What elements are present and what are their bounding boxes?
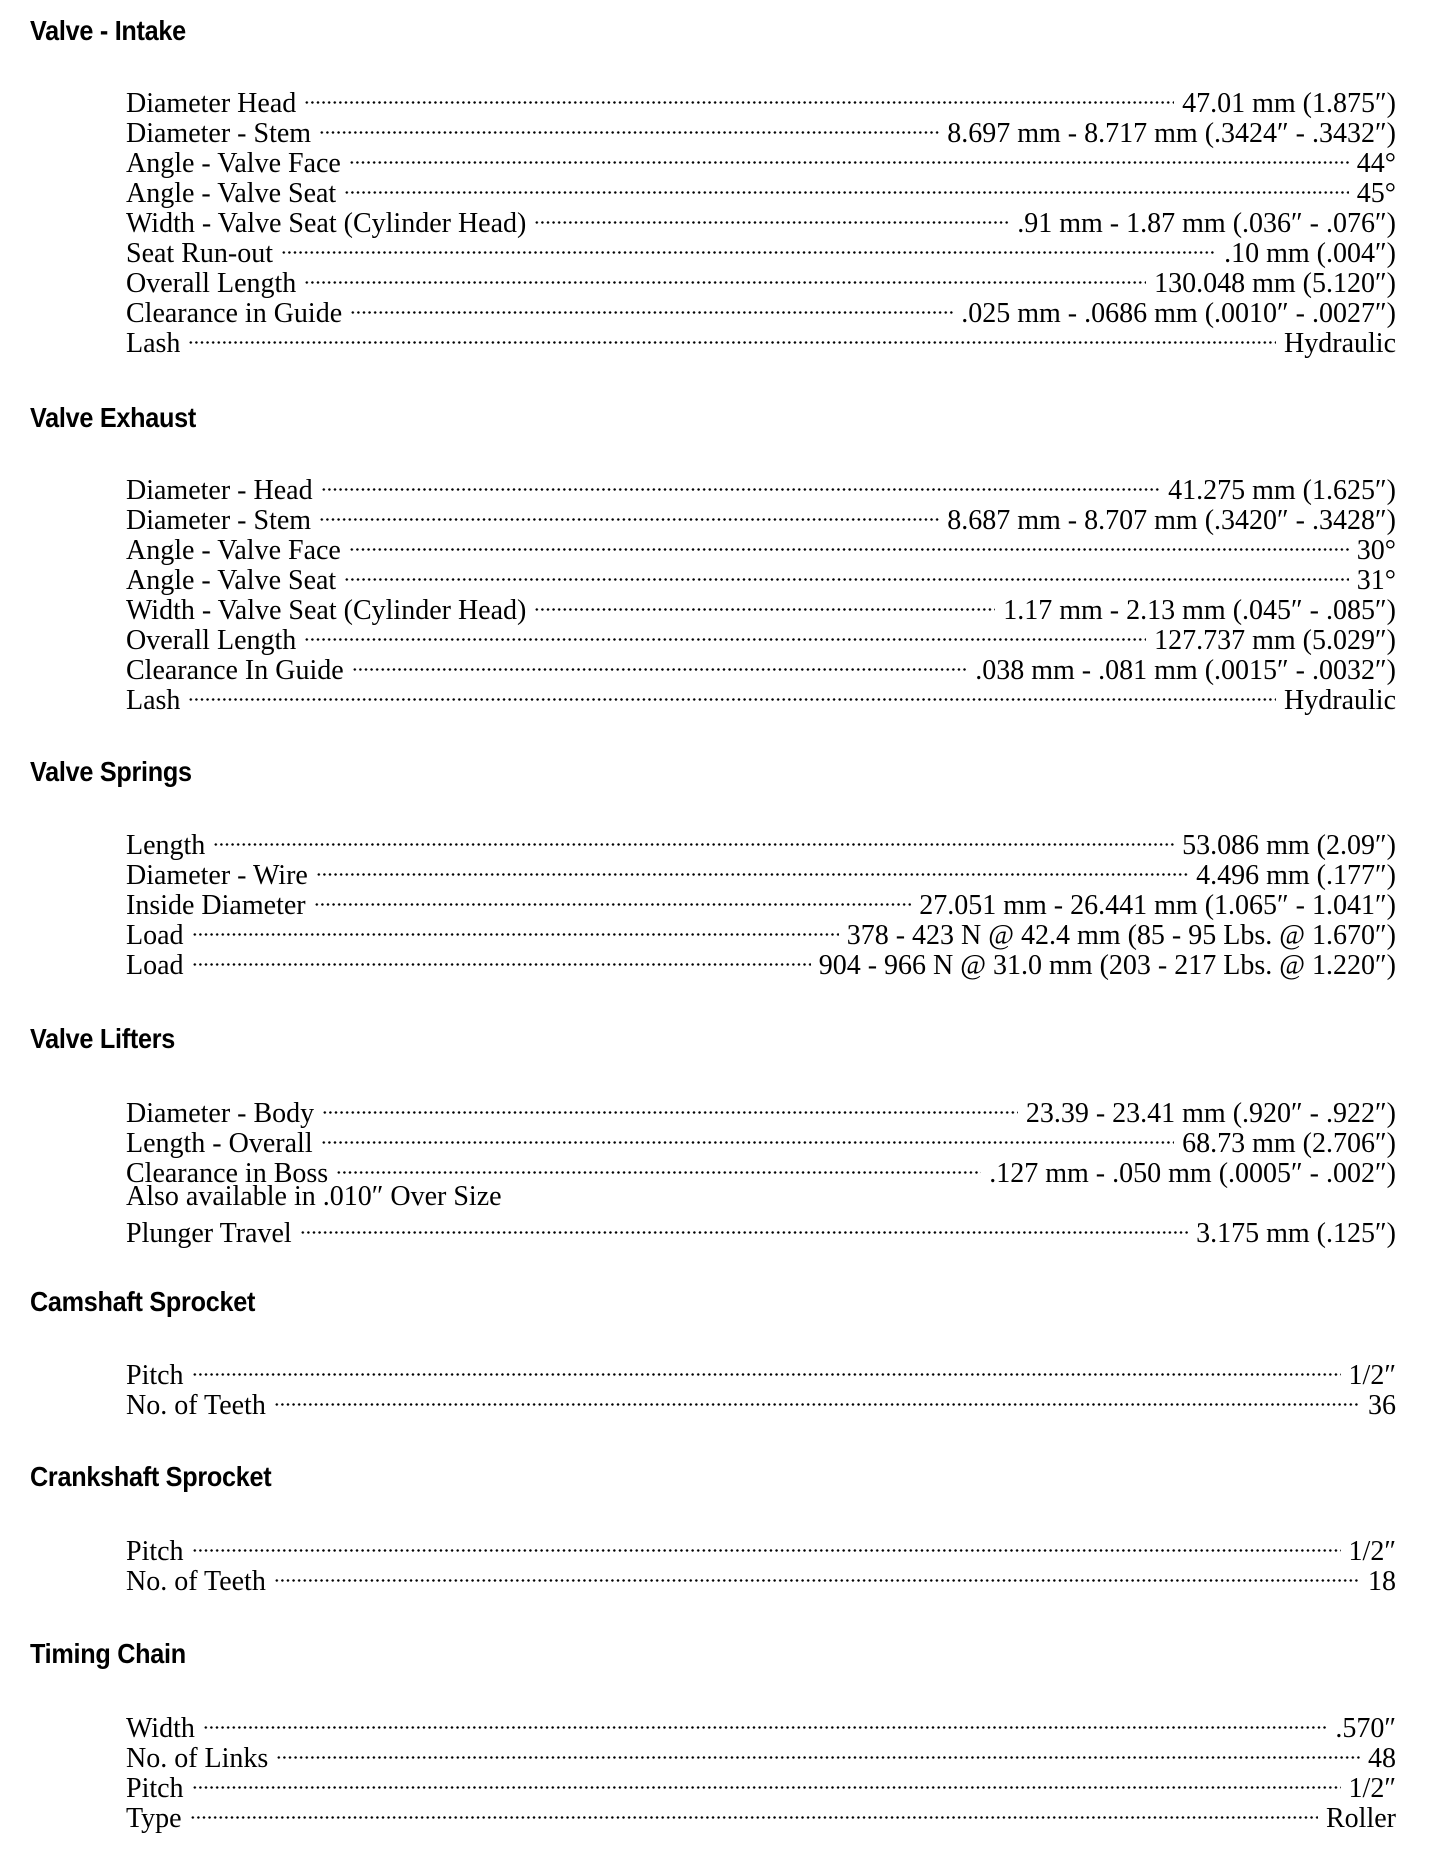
note-text: Also available in .010″ Over Size <box>126 1181 502 1212</box>
dot-leader <box>281 232 1216 262</box>
spec-row <box>126 1560 1396 1597</box>
section-heading: Camshaft Sprocket <box>30 1286 256 1317</box>
spec-value: 53.086 mm (2.09″) <box>1182 830 1396 861</box>
spec-label: Load <box>126 950 184 981</box>
spec-label: Angle - Valve Face <box>126 535 341 566</box>
spec-row <box>126 469 1396 506</box>
spec-value: .038 mm - .081 mm (.0015″ - .0032″) <box>975 655 1396 686</box>
spec-label: No. of Links <box>126 1743 269 1774</box>
spec-label: Lash <box>126 328 181 359</box>
spec-label: Width - Valve Seat (Cylinder Head) <box>126 595 527 626</box>
dot-leader <box>336 1152 981 1182</box>
spec-value: 47.01 mm (1.875″) <box>1182 88 1396 119</box>
spec-label: Angle - Valve Face <box>126 148 341 179</box>
spec-label: Pitch <box>126 1360 184 1391</box>
spec-label: Width - Valve Seat (Cylinder Head) <box>126 208 527 239</box>
dot-leader <box>534 589 995 619</box>
section-heading: Valve Exhaust <box>30 402 196 433</box>
spec-value: 45° <box>1356 178 1396 209</box>
spec-label: No. of Teeth <box>126 1390 266 1421</box>
dot-leader <box>188 322 1276 352</box>
spec-value: 127.737 mm (5.029″) <box>1154 625 1396 656</box>
section-heading: Timing Chain <box>30 1638 186 1669</box>
spec-value: 48 <box>1368 1743 1396 1774</box>
spec-row <box>126 1384 1396 1421</box>
spec-value: 378 - 423 N @ 42.4 mm (85 - 95 Lbs. @ 1.670″) <box>846 920 1396 951</box>
spec-list <box>126 1530 1396 1597</box>
spec-value: .025 mm - .0686 mm (.0010″ - .0027″) <box>961 298 1396 329</box>
spec-label: Diameter - Wire <box>126 860 308 891</box>
dot-leader <box>300 1212 1188 1242</box>
spec-row <box>126 1212 1396 1249</box>
spec-label: Diameter - Stem <box>126 505 312 536</box>
spec-label: Angle - Valve Seat <box>126 565 337 596</box>
dot-leader <box>192 1354 1341 1384</box>
spec-value: 1.17 mm - 2.13 mm (.045″ - .085″) <box>1003 595 1396 626</box>
section-heading: Valve Springs <box>30 756 192 787</box>
spec-value: .570″ <box>1335 1713 1396 1744</box>
spec-label: Overall Length <box>126 625 297 656</box>
spec-label: Type <box>126 1803 182 1834</box>
spec-value: 8.687 mm - 8.707 mm (.3420″ - .3428″) <box>947 505 1396 536</box>
spec-list <box>126 1707 1396 1834</box>
spec-list <box>126 824 1396 981</box>
spec-list <box>126 1092 1396 1249</box>
spec-label: Angle - Valve Seat <box>126 178 337 209</box>
spec-value: 31° <box>1356 565 1396 596</box>
spec-value: Roller <box>1326 1803 1396 1834</box>
dot-leader <box>274 1560 1360 1590</box>
dot-leader <box>276 1737 1360 1767</box>
spec-value: 36 <box>1368 1390 1396 1421</box>
spec-row <box>126 1767 1396 1804</box>
dot-leader <box>304 82 1174 112</box>
dot-leader <box>213 824 1174 854</box>
dot-leader <box>192 914 839 944</box>
spec-row <box>126 1354 1396 1391</box>
spec-value: 4.496 mm (.177″) <box>1196 860 1396 891</box>
dot-leader <box>352 649 968 679</box>
spec-row <box>126 1737 1396 1774</box>
spec-value: .10 mm (.004″) <box>1224 238 1396 269</box>
dot-leader <box>304 262 1146 292</box>
spec-value: 27.051 mm - 26.441 mm (1.065″ - 1.041″) <box>919 890 1396 921</box>
spec-value: 23.39 - 23.41 mm (.920″ - .922″) <box>1025 1098 1396 1129</box>
dot-leader <box>316 854 1188 884</box>
spec-value: Hydraulic <box>1284 685 1396 716</box>
dot-leader <box>322 1092 1018 1122</box>
section-heading: Valve - Intake <box>30 15 186 46</box>
spec-row <box>126 679 1396 716</box>
dot-leader <box>203 1707 1327 1737</box>
spec-row <box>126 1092 1396 1129</box>
spec-label: Pitch <box>126 1536 184 1567</box>
dot-leader <box>319 112 939 142</box>
dot-leader <box>188 679 1276 709</box>
spec-value: 130.048 mm (5.120″) <box>1154 268 1396 299</box>
spec-label: Seat Run-out <box>126 238 273 269</box>
spec-row <box>126 824 1396 861</box>
spec-value: 1/2″ <box>1348 1773 1396 1804</box>
spec-value: 41.275 mm (1.625″) <box>1168 475 1396 506</box>
dot-leader <box>190 1797 1318 1827</box>
spec-label: Inside Diameter <box>126 890 306 921</box>
dot-leader <box>314 884 912 914</box>
spec-row <box>126 1707 1396 1744</box>
spec-label: Diameter - Head <box>126 475 313 506</box>
dot-leader <box>304 619 1146 649</box>
spec-value: Hydraulic <box>1284 328 1396 359</box>
spec-label: Diameter - Body <box>126 1098 315 1129</box>
dot-leader <box>344 559 1349 589</box>
spec-row <box>126 1797 1396 1834</box>
dot-leader <box>321 469 1161 499</box>
dot-leader <box>321 1122 1175 1152</box>
dot-leader <box>319 499 939 529</box>
spec-value: 1/2″ <box>1348 1360 1396 1391</box>
spec-label: Load <box>126 920 184 951</box>
spec-value: 1/2″ <box>1348 1536 1396 1567</box>
dot-leader <box>349 142 1349 172</box>
spec-value: 904 - 966 N @ 31.0 mm (203 - 217 Lbs. @ 1.220″) <box>818 950 1396 981</box>
spec-list <box>126 1354 1396 1421</box>
spec-value: 18 <box>1368 1566 1396 1597</box>
spec-row <box>126 262 1396 299</box>
spec-label: No. of Teeth <box>126 1566 266 1597</box>
dot-leader <box>349 529 1349 559</box>
spec-row <box>126 82 1396 119</box>
spec-value: 8.697 mm - 8.717 mm (.3424″ - .3432″) <box>947 118 1396 149</box>
dot-leader <box>534 202 1009 232</box>
spec-value: .91 mm - 1.87 mm (.036″ - .076″) <box>1017 208 1396 239</box>
dot-leader <box>274 1384 1360 1414</box>
spec-value: 68.73 mm (2.706″) <box>1182 1128 1396 1159</box>
spec-label: Width <box>126 1713 195 1744</box>
spec-row <box>126 322 1396 359</box>
spec-label: Diameter Head <box>126 88 297 119</box>
spec-list <box>126 469 1396 716</box>
spec-value: .127 mm - .050 mm (.0005″ - .002″) <box>989 1158 1396 1189</box>
spec-label: Clearance In Guide <box>126 655 344 686</box>
spec-label: Pitch <box>126 1773 184 1804</box>
dot-leader <box>192 944 811 974</box>
spec-list <box>126 82 1396 359</box>
section-heading: Crankshaft Sprocket <box>30 1461 272 1492</box>
section-heading: Valve Lifters <box>30 1023 175 1054</box>
spec-value: 30° <box>1356 535 1396 566</box>
spec-value: 44° <box>1356 148 1396 179</box>
spec-row <box>126 1530 1396 1567</box>
spec-label: Overall Length <box>126 268 297 299</box>
dot-leader <box>350 292 953 322</box>
dot-leader <box>192 1530 1341 1560</box>
spec-label: Diameter - Stem <box>126 118 312 149</box>
spec-label: Plunger Travel <box>126 1218 292 1249</box>
spec-value: 3.175 mm (.125″) <box>1196 1218 1396 1249</box>
spec-label: Lash <box>126 685 181 716</box>
spec-row <box>126 232 1396 269</box>
dot-leader <box>344 172 1349 202</box>
spec-label: Length <box>126 830 206 861</box>
spec-label: Length - Overall <box>126 1128 313 1159</box>
spec-label: Clearance in Boss <box>126 1158 329 1189</box>
spec-label: Clearance in Guide <box>126 298 343 329</box>
dot-leader <box>192 1767 1341 1797</box>
